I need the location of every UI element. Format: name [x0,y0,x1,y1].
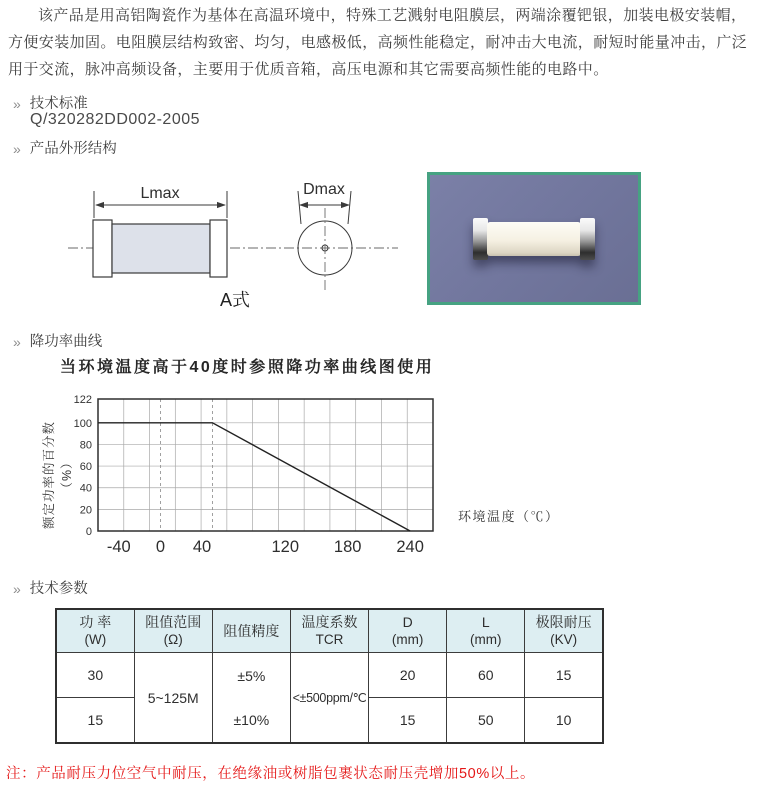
cell-kv-15: 15 [525,653,603,698]
cell-l-60: 60 [447,653,525,698]
arrow-bullet-icon: » [13,580,21,597]
svg-text:180: 180 [333,538,362,556]
dimension-diagram [60,178,405,318]
header-voltage: 极限耐压 (KV) [525,609,603,653]
resistor-end-view [298,208,352,292]
section-derating [13,330,102,351]
cell-resistance-range: 5~125M [134,653,212,744]
svg-text:20: 20 [79,504,92,517]
svg-text:40: 40 [79,482,92,495]
cell-l-50: 50 [447,698,525,744]
parameters-table [55,608,604,744]
x-axis-label: 环境温度（℃） [458,509,560,524]
arrow-bullet-icon: » [13,140,21,157]
cell-kv-10: 10 [525,698,603,744]
cell-power-15: 15 [56,698,134,744]
precision-5: ±5% [237,667,266,684]
svg-text:0: 0 [85,526,92,538]
svg-text:-40: -40 [106,538,131,556]
resistor-image [473,218,595,260]
lmax-label: Lmax [140,185,180,202]
cell-precision [212,653,290,744]
section-title-tech-standard: 技术标准 [29,96,88,112]
derating-chart [38,390,440,562]
svg-text:60: 60 [79,461,92,474]
cell-tcr: <±500ppm/℃ [290,653,368,744]
type-a-label: A式 [219,290,251,310]
standard-number: Q/320282DD002-2005 [30,111,201,128]
table-row [56,653,603,698]
cell-power-30: 30 [56,653,134,698]
header-resistance-range: 阻值范围 (Ω) [134,609,212,653]
table-header-row [56,609,603,653]
resistor-ceramic-body [487,222,581,256]
dmax-label: Dmax [303,181,345,198]
section-tech-standard [13,92,88,113]
svg-text:100: 100 [73,417,92,430]
header-d: D (mm) [369,609,447,653]
header-l: L (mm) [447,609,525,653]
y-axis-label: 额定功率的百分数（%） [42,421,74,530]
header-precision: 阻值精度 [212,609,290,653]
precision-10: ±10% [233,711,270,728]
arrow-bullet-icon: » [13,333,21,350]
svg-text:40: 40 [192,538,212,556]
svg-text:240: 240 [396,538,424,556]
section-title-derating: 降功率曲线 [29,334,103,350]
svg-text:122: 122 [73,394,92,406]
note-text: 注：产品耐压力位空气中耐压，在绝缘油或树脂包裹状态耐压壳增加50%以上。 [6,766,536,782]
svg-text:0: 0 [155,538,166,556]
header-tcr: 温度系数 TCR [290,609,368,653]
cell-d-20: 20 [369,653,447,698]
arrow-bullet-icon: » [13,95,21,112]
resistor-right-cap [580,218,595,260]
lmax-dimension [94,185,227,218]
cell-d-15: 15 [369,698,447,744]
intro-paragraph: 该产品是用高铝陶瓷作为基体在高温环境中，特殊工艺溅射电阻膜层，两端涂覆钯银，加装电极安装帽，方便安装加固。电阻膜层结构致密、均匀，电感极低，高频性能稳定，耐冲击大电流，耐短时能量冲击，广泛用于交流，脉冲高频设备，主要用于优质音箱，高压电源和其它需要高频性能的电路中。 [8,7,748,78]
section-tech-params [13,577,88,598]
svg-text:120: 120 [271,538,300,556]
resistor-left-cap [473,218,488,260]
product-photo [427,172,641,305]
section-title-product-shape: 产品外形结构 [29,141,117,157]
header-power: 功 率 (W) [56,609,134,653]
section-product-shape [13,137,117,158]
chart-title: 当环境温度高于40度时参照降功率曲线图使用 [60,359,435,376]
dmax-dimension [298,181,351,224]
svg-text:80: 80 [79,439,92,452]
resistor-side-view [93,220,227,277]
section-title-tech-params: 技术参数 [29,581,88,597]
